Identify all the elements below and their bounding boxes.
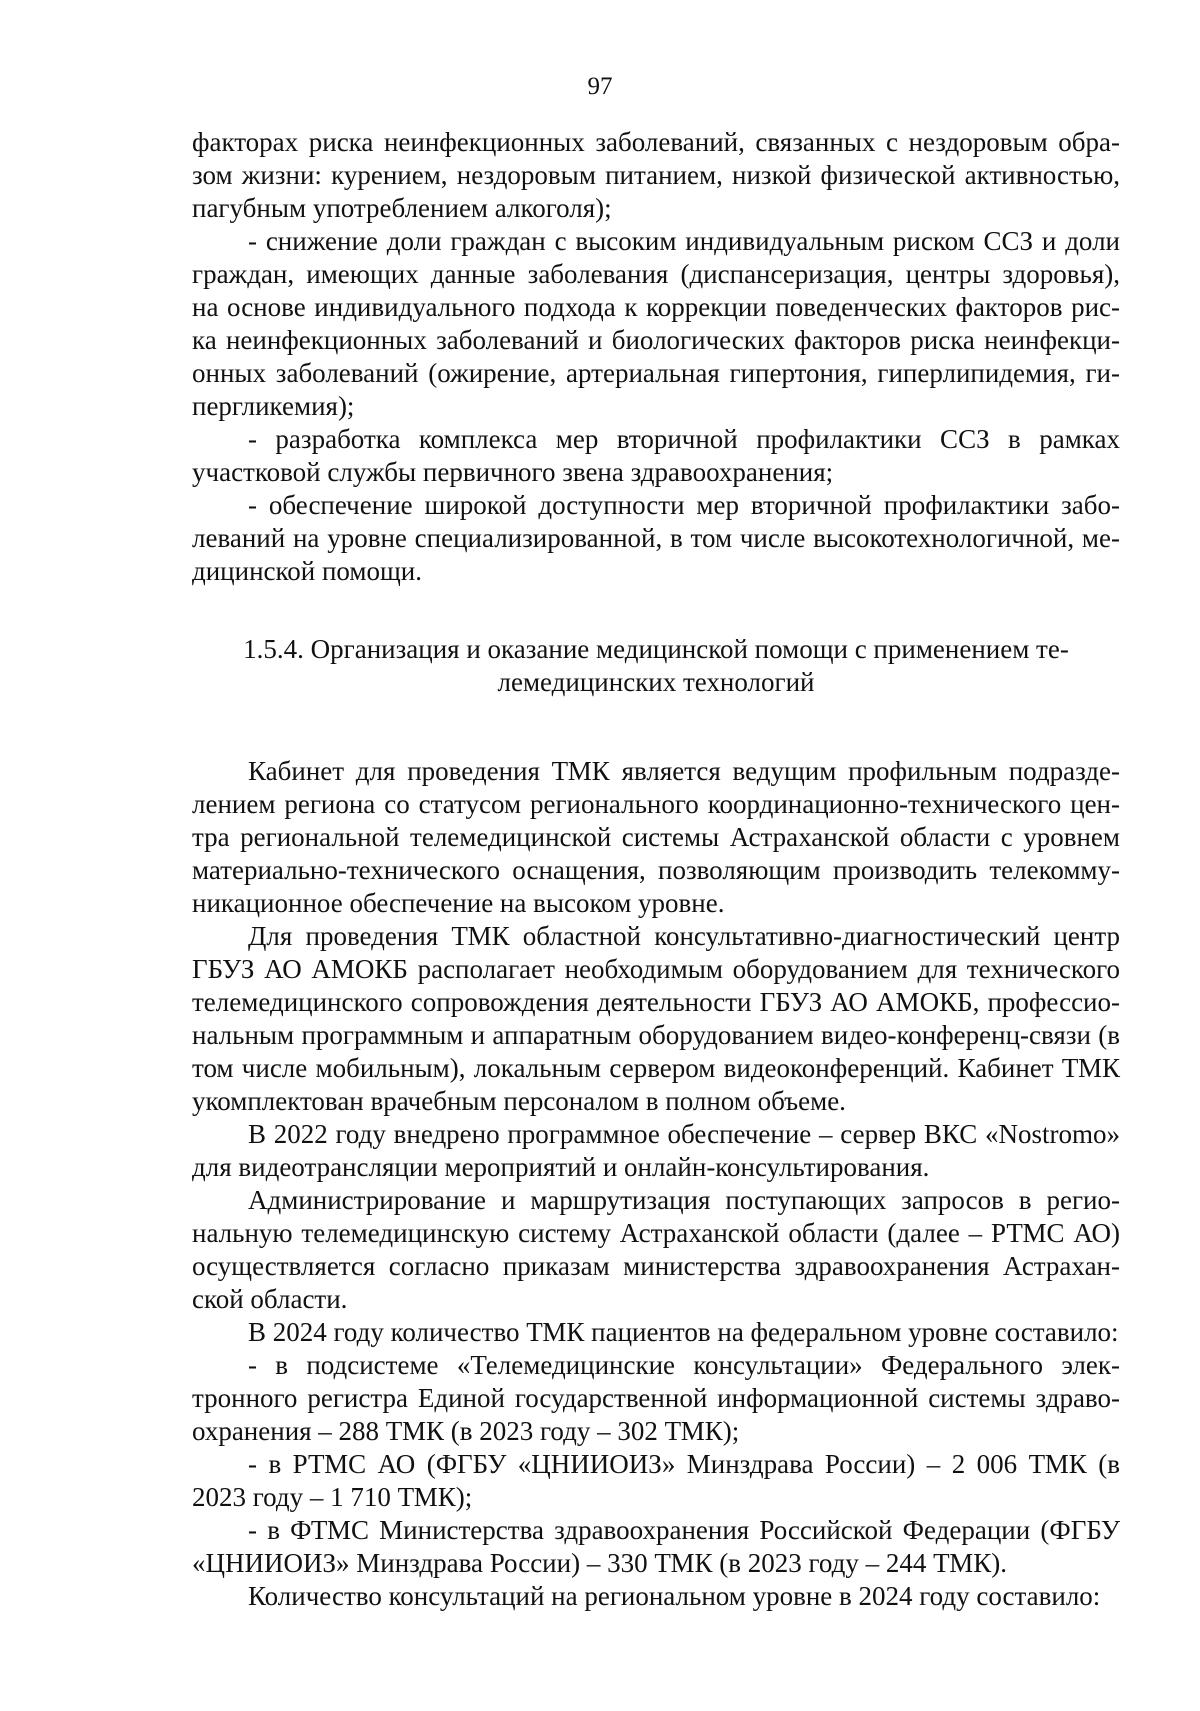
list-item: - в ФТМС Министерства здравоохранения Российской Федерации (ФГБУ «ЦНИИОИЗ» Минздрава России) – 330 ТМК (в 2023 году – 244 ТМК). — [192, 1515, 1120, 1578]
list-item: - обеспечение широкой доступности мер вторичной профилактики заболеваний на уровне специализированной, в том числе высокотехнологичной, медицинской помощи. — [192, 490, 1120, 586]
paragraph: Количество консультаций на региональном уровне в 2024 году составило: — [248, 1581, 1101, 1611]
paragraph: факторах риска неинфекционных заболеваний, связанных с нездоровым образом жизни: курением, нездоровым питанием, низкой физической активностью, пагубным употреблением алкоголя); — [192, 127, 1120, 223]
paragraph: Администрирование и маршрутизация поступающих запросов в региональную телемедицинскую систему Астраханской области (далее – РТМС АО) осуществляется согласно приказам министерства здравоохранения Астраханской области. — [192, 1185, 1120, 1314]
list-item: - снижение доли граждан с высоким индивидуальным риском ССЗ и доли граждан, имеющих данные заболевания (диспансеризация, центры здоровья), на основе индивидуального подхода к коррекции поведенческих факторов риска неинфекционных заболеваний и биологических факторов риска неинфекционных заболеваний (ожирение, артериальная гипертония, гиперлипидемия, гипергликемия); — [192, 226, 1120, 421]
paragraph: Кабинет для проведения ТМК является ведущим профильным подразделением региона со статусом регионального координационно-технического центра региональной телемедицинской системы Астраханской области с уровнем материально-технического оснащения, позволяющим производить телекоммуникационное обеспечение на высоком уровне. — [192, 756, 1120, 918]
list-item: - разработка комплекса мер вторичной профилактики ССЗ в рамках участковой службы первичного звена здравоохранения; — [192, 424, 1120, 487]
list-item: - в РТМС АО (ФГБУ «ЦНИИОИЗ» Минздрава России) – 2 006 ТМК (в 2023 году – 1 710 ТМК); — [192, 1449, 1120, 1512]
list-item: - в подсистеме «Телемедицинские консультации» Федерального электронного регистра Единой государственной информационной системы здравоохранения – 288 ТМК (в 2023 году – 302 ТМК); — [192, 1350, 1120, 1446]
page-content — [192, 126, 1120, 1613]
paragraph: Для проведения ТМК областной консультативно-диагностический центр ГБУЗ АО АМОКБ располагает необходимым оборудованием для технического телемедицинского сопровождения деятельности ГБУЗ АО АМОКБ, профессиональным программным и аппаратным оборудованием видео-конференц-связи (в том числе мобильным), локальным сервером видеоконференций. Кабинет ТМК укомплектован врачебным персоналом в полном объеме. — [192, 921, 1120, 1116]
paragraph: В 2024 году количество ТМК пациентов на федеральном уровне составило: — [248, 1317, 1119, 1347]
section-heading-line: 1.5.4. Организация и оказание медицинской помощи с применением те- — [243, 634, 1069, 664]
paragraph: В 2022 году внедрено программное обеспечение – сервер ВКС «Nostromo» для видеотрансляции мероприятий и онлайн-консультирования. — [192, 1119, 1120, 1182]
page-number: 97 — [587, 73, 613, 100]
section-heading — [192, 633, 1120, 699]
section-heading-line: лемедицинских технологий — [497, 667, 815, 697]
